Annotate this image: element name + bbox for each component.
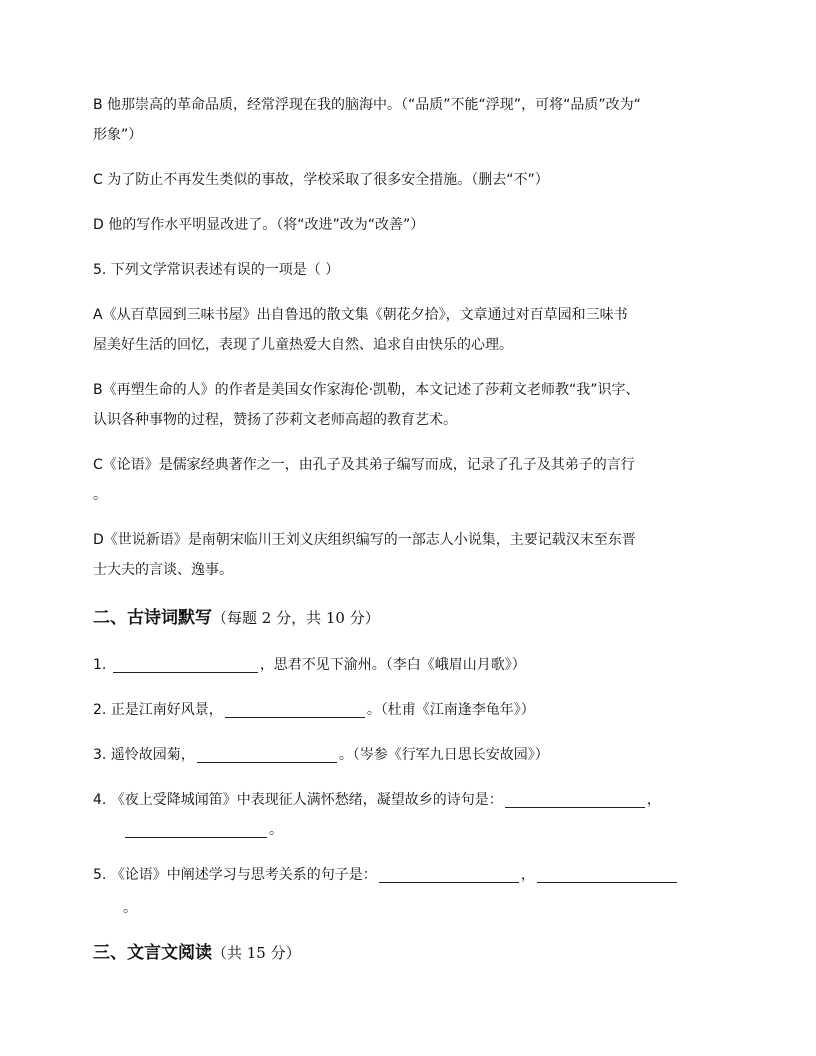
recite-item-4-line2: [93, 815, 720, 845]
q5-option-d-line1: D《世说新语》是南朝宋临川王刘义庆组织编写的一部志人小说集，主要记载汉末至东晋: [93, 532, 636, 548]
answer-blank[interactable]: [505, 789, 645, 808]
item-text-before: 遥怜故园菊，: [110, 747, 195, 763]
q5-option-a-line2: 屋美好生活的回忆，表现了儿童热爱大自然、追求自由快乐的心理。: [93, 337, 513, 353]
answer-blank[interactable]: [113, 654, 258, 673]
section3-note: （共 15 分）: [212, 944, 301, 962]
answer-blank[interactable]: [125, 819, 267, 838]
q5-option-b-line2: 认识各种事物的过程，赞扬了莎莉文老师高超的教育艺术。: [93, 412, 457, 428]
item-text-before: 《论语》中阐述学习与思考关系的句子是：: [110, 867, 377, 883]
q5-option-c-line2: 。: [93, 487, 107, 503]
item-number: 2.: [93, 702, 107, 718]
recite-item-4-line1: [93, 785, 720, 815]
q4-option-c: C 为了防止不再发生类似的事故，学校采取了很多安全措施。（删去“不”）: [93, 172, 549, 188]
section3-title: 三、文言文阅读: [93, 943, 212, 963]
q5-option-a-line1: A《从百草园到三味书屋》出自鲁迅的散文集《朝花夕拾》，文章通过对百草园和三味书: [93, 307, 628, 323]
item-number: 3.: [93, 747, 107, 763]
item-number: 1.: [93, 657, 107, 673]
recite-item-5-line2: [93, 893, 720, 923]
q4-option-b-line2: 形象”）: [93, 127, 143, 143]
recite-item-3: [93, 740, 720, 770]
q5-option-b-line1: B《再塑生命的人》的作者是美国女作家海伦·凯勒，本文记述了莎莉文老师教“我”识字、: [93, 382, 640, 398]
recite-item-1: [93, 650, 720, 680]
section2-note: （每题 2 分，共 10 分）: [212, 609, 380, 627]
q5-stem: 5. 下列文学常识表述有误的一项是（ ）: [93, 262, 340, 278]
item-text-after: ，思君不见下渝州。（李白《峨眉山月歌》）: [259, 657, 526, 673]
item-number: 5.: [93, 867, 107, 883]
item-text-mid: ，: [520, 867, 535, 883]
q5-option-d-line2: 士大夫的言谈、逸事。: [93, 562, 233, 578]
item-text-after: 。: [123, 900, 137, 916]
q5-option-c-line1: C《论语》是儒家经典著作之一，由孔子及其弟子编写而成，记录了孔子及其弟子的言行: [93, 457, 635, 473]
q4-option-d: D 他的写作水平明显改进了。（将“改进”改为“改善”）: [93, 217, 425, 233]
item-text-mid: ，: [646, 792, 661, 808]
recite-item-5-line1: [93, 860, 720, 890]
item-text-after: 。（岑参《行军九日思长安故园》）: [338, 747, 549, 763]
item-text-before: 正是江南好风景，: [110, 702, 223, 718]
answer-blank[interactable]: [197, 744, 337, 763]
answer-blank[interactable]: [225, 699, 365, 718]
answer-blank[interactable]: [379, 864, 519, 883]
item-text-before: 《夜上受降城闻笛》中表现征人满怀愁绪，凝望故乡的诗句是：: [110, 792, 503, 808]
item-text-after: 。: [269, 822, 283, 838]
section3-heading: [93, 938, 301, 968]
item-number: 4.: [93, 792, 107, 808]
section2-title: 二、古诗词默写: [93, 608, 212, 628]
item-text-after: 。（杜甫《江南逢李龟年》）: [366, 702, 535, 718]
answer-blank[interactable]: [537, 864, 677, 883]
recite-item-2: [93, 695, 720, 725]
section2-heading: [93, 603, 380, 633]
q4-option-b-line1: B 他那崇高的革命品质，经常浮现在我的脑海中。（“品质”不能“浮现”，可将“品质”改为“: [93, 97, 641, 113]
